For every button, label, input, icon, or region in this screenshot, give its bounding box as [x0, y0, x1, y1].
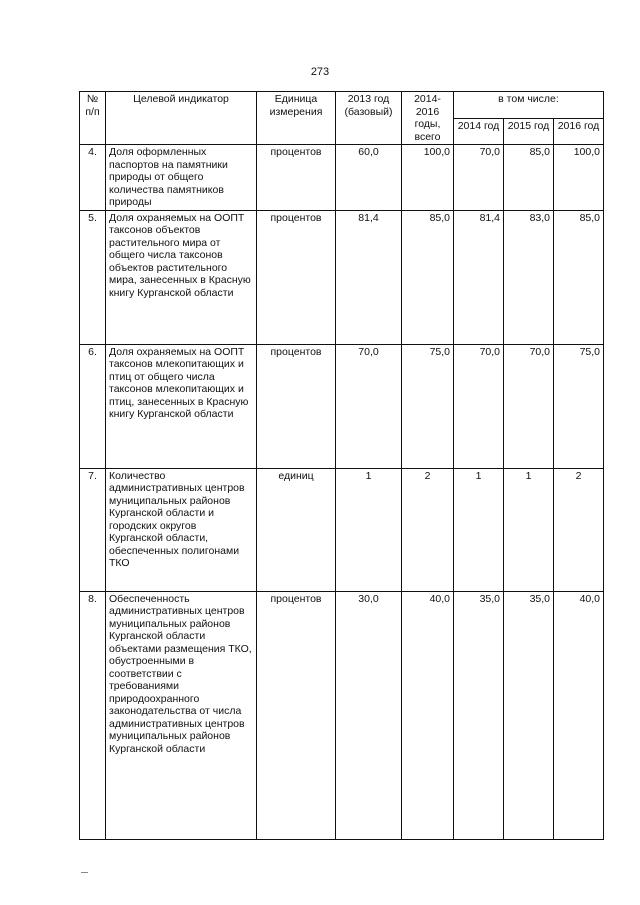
row-2015: 35,0 — [504, 591, 554, 839]
header-2014: 2014 год — [454, 118, 504, 145]
row-2015: 1 — [504, 468, 554, 591]
row-indicator: Доля охраняемых на ООПТ таксонов млекопитающих и птиц от общего числа таксонов млекопитающих и птиц, занесенных в Красную книгу Курганской области — [106, 344, 257, 468]
row-total: 100,0 — [402, 145, 454, 211]
row-base: 70,0 — [336, 344, 402, 468]
row-2014: 70,0 — [454, 145, 504, 211]
table-row — [80, 210, 604, 344]
row-2015: 70,0 — [504, 344, 554, 468]
header-unit: Единица измерения — [257, 92, 336, 145]
header-base: 2013 год (базовый) — [336, 92, 402, 145]
row-base: 30,0 — [336, 591, 402, 839]
row-2014: 35,0 — [454, 591, 504, 839]
row-2014: 81,4 — [454, 210, 504, 344]
row-2014: 1 — [454, 468, 504, 591]
header-indicator: Целевой индикатор — [106, 92, 257, 145]
row-2016: 40,0 — [554, 591, 604, 839]
row-total: 40,0 — [402, 591, 454, 839]
header-total: 2014-2016 годы, всего — [402, 92, 454, 145]
row-base: 81,4 — [336, 210, 402, 344]
row-unit: процентов — [257, 145, 336, 211]
scan-artifact-mark — [81, 872, 88, 873]
header-row — [80, 92, 604, 119]
row-indicator: Количество административных центров муниципальных районов Курганской области и городских округов Курганской области, обеспеченных полигонами ТКО — [106, 468, 257, 591]
row-unit: процентов — [257, 210, 336, 344]
table-row — [80, 591, 604, 839]
table-row — [80, 468, 604, 591]
row-unit: процентов — [257, 591, 336, 839]
row-indicator: Доля охраняемых на ООПТ таксонов объектов растительного мира от общего числа таксонов объектов растительного мира, занесенных в Красную книгу Курганской области — [106, 210, 257, 344]
target-indicators-table — [79, 91, 604, 840]
row-total: 2 — [402, 468, 454, 591]
row-2016: 85,0 — [554, 210, 604, 344]
table-row — [80, 145, 604, 211]
row-indicator: Доля оформленных паспортов на памятники природы от общего количества памятников природы — [106, 145, 257, 211]
row-num: 8. — [80, 591, 106, 839]
row-2015: 85,0 — [504, 145, 554, 211]
row-total: 85,0 — [402, 210, 454, 344]
row-unit: процентов — [257, 344, 336, 468]
row-total: 75,0 — [402, 344, 454, 468]
header-2016: 2016 год — [554, 118, 604, 145]
row-2016: 75,0 — [554, 344, 604, 468]
row-num: 6. — [80, 344, 106, 468]
table-row — [80, 344, 604, 468]
row-2015: 83,0 — [504, 210, 554, 344]
row-unit: единиц — [257, 468, 336, 591]
row-2014: 70,0 — [454, 344, 504, 468]
row-num: 4. — [80, 145, 106, 211]
header-num: № п/п — [80, 92, 106, 145]
row-num: 7. — [80, 468, 106, 591]
header-2015: 2015 год — [504, 118, 554, 145]
header-including: в том числе: — [454, 92, 604, 119]
row-indicator: Обеспеченность административных центров муниципальных районов Курганской области объектами размещения ТКО, обустроенными в соответствии с требованиями природоохранного законодательства от числа административных центров муниципальных районов Курганской области — [106, 591, 257, 839]
row-base: 1 — [336, 468, 402, 591]
row-2016: 2 — [554, 468, 604, 591]
page-number: 273 — [310, 66, 330, 78]
row-2016: 100,0 — [554, 145, 604, 211]
row-num: 5. — [80, 210, 106, 344]
row-base: 60,0 — [336, 145, 402, 211]
